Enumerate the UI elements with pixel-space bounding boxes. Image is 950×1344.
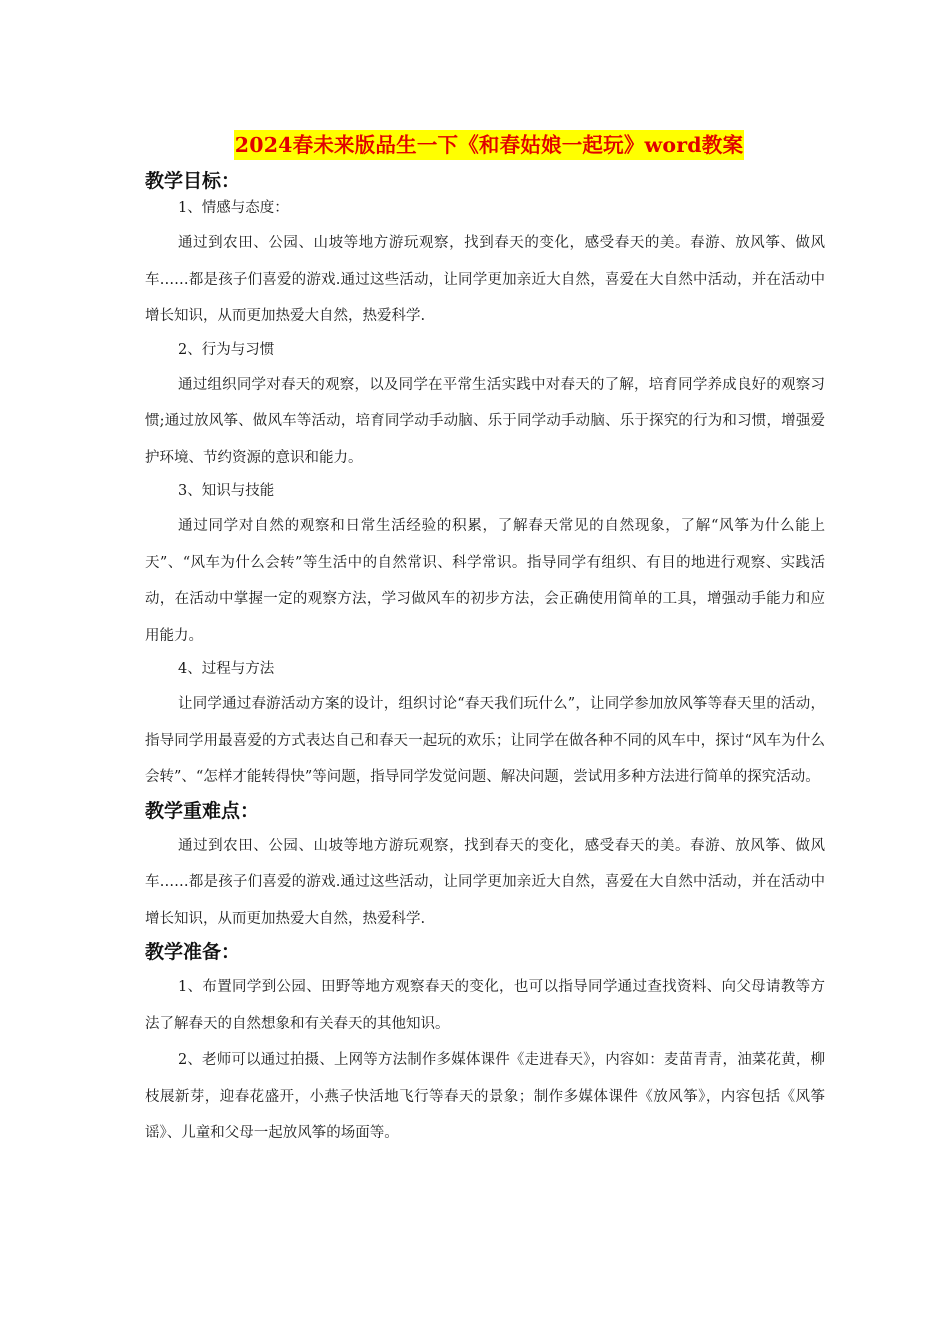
objective-label-3: 3、知识与技能 bbox=[178, 483, 275, 499]
document-title: 2024春未来版品生一下《和春姑娘一起玩》word教案 bbox=[234, 130, 744, 160]
objective-label-1: 1、情感与态度： bbox=[178, 200, 289, 216]
key-points-section bbox=[145, 796, 825, 938]
key-points-text: 通过到农田、公园、山坡等地方游玩观察，找到春天的变化，感受春天的美。春游、放风筝、做风车……都是孩子们喜爱的游戏.通过这些活动，让同学更加亲近大自然，喜爱在大自然中活动，并在活动中增长知识，从而更加热爱大自然，热爱科学. bbox=[145, 837, 825, 927]
preparation-item-1: 1、布置同学到公园、田野等地方观察春天的变化，也可以指导同学通过查找资料、向父母请教等方法了解春天的自然想象和有关春天的其他知识。 bbox=[145, 979, 825, 1032]
objective-text-4: 让同学通过春游活动方案的设计，组织讨论“春天我们玩什么”，让同学参加放风筝等春天里的活动，指导同学用最喜爱的方式表达自己和春天一起玩的欢乐；让同学在做各种不同的风车中，探讨“风车为什么会转”、“怎样才能转得快”等问题，指导同学发觉问题、解决问题，尝试用多种方法进行简单的探究活动。 bbox=[145, 696, 825, 785]
preparation-heading: 教学准备： bbox=[145, 941, 241, 963]
key-points-heading: 教学重难点： bbox=[145, 799, 260, 822]
objective-label-4: 4、过程与方法 bbox=[178, 661, 275, 677]
objective-text-3: 通过同学对自然的观察和日常生活经验的积累，了解春天常见的自然现象，了解“风筝为什么能上天”、“风车为什么会转”等生活中的自然常识、科学常识。指导同学有组织、有目的地进行观察、实践活动，在活动中掌握一定的观察方法，学习做风车的初步方法，会正确使用简单的工具，增强动手能力和应用能力。 bbox=[145, 518, 825, 644]
objectives-section bbox=[145, 166, 825, 796]
preparation-section bbox=[145, 937, 825, 1152]
title-row bbox=[145, 130, 825, 166]
objectives-heading: 教学目标： bbox=[145, 170, 241, 192]
preparation-item-2: 2、老师可以通过拍摄、上网等方法制作多媒体课件《走进春天》，内容如：麦苗青青，油菜花黄，柳枝展新芽，迎春花盛开，小燕子快活地飞行等春天的景象；制作多媒体课件《放风筝》，内容包括《风筝谣》、儿童和父母一起放风筝的场面等。 bbox=[145, 1052, 825, 1141]
objective-label-2: 2、行为与习惯 bbox=[178, 341, 275, 358]
objective-text-1: 通过到农田、公园、山坡等地方游玩观察，找到春天的变化，感受春天的美。春游、放风筝、做风车……都是孩子们喜爱的游戏.通过这些活动，让同学更加亲近大自然，喜爱在大自然中活动，并在活动中增长知识，从而更加热爱大自然，热爱科学. bbox=[145, 235, 825, 324]
document-page bbox=[145, 130, 825, 1152]
objective-text-2: 通过组织同学对春天的观察，以及同学在平常生活实践中对春天的了解，培育同学养成良好的观察习惯;通过放风筝、做风车等活动，培育同学动手动脑、乐于同学动手动脑、乐于探究的行为和习惯，增强爱护环境、节约资源的意识和能力。 bbox=[145, 376, 825, 466]
